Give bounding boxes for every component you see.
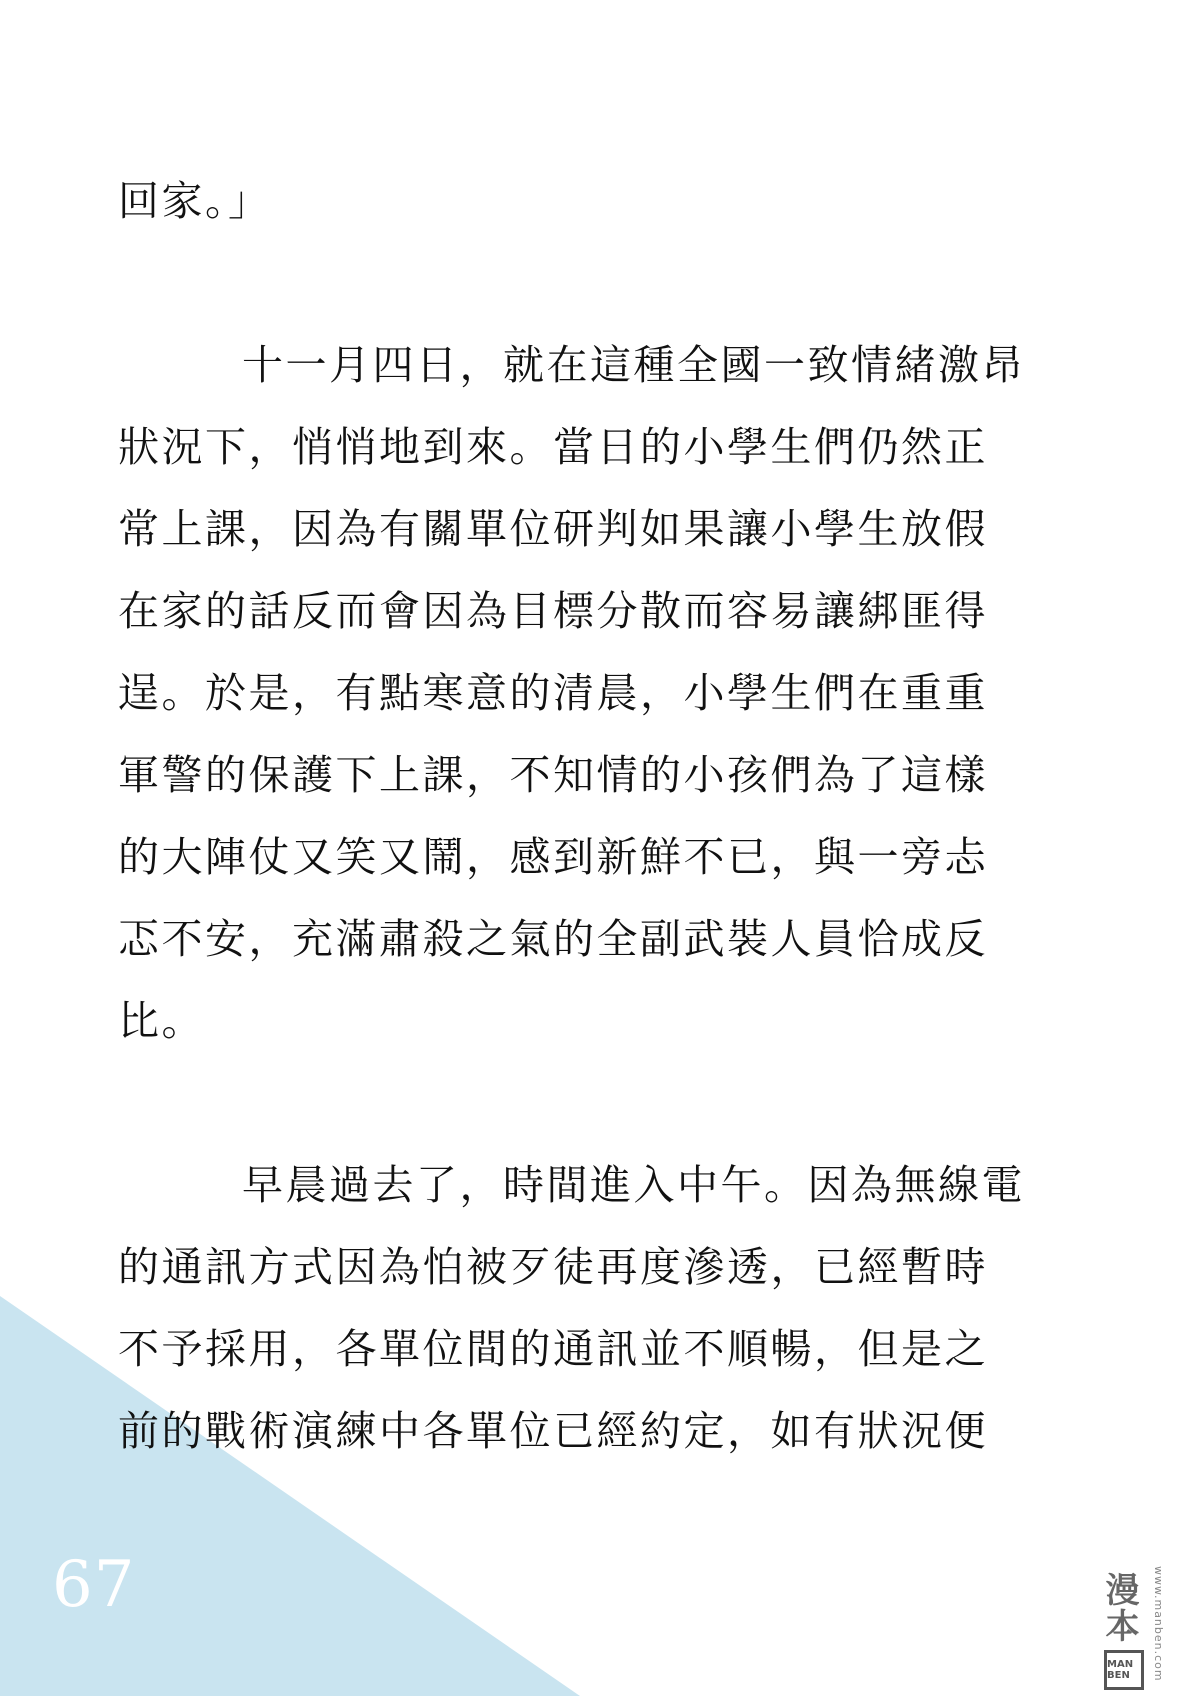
text-line: 逞。於是，有點寒意的清晨，小學生們在重重 (118, 669, 988, 717)
paragraph-gap (118, 242, 1084, 324)
text-line: 軍警的保護下上課，不知情的小孩們為了這樣 (118, 751, 988, 799)
page-number: 67 (52, 1548, 136, 1622)
text-line: 早晨過去了，時間進入中午。因為無線電 (242, 1161, 1025, 1209)
body-text (118, 160, 1084, 1472)
text-line: 忑不安，充滿肅殺之氣的全副武裝人員恰成反 (118, 915, 988, 963)
text-line: 回家。」 (118, 177, 272, 225)
text-line: 前的戰術演練中各單位已經約定，如有狀況便 (118, 1407, 988, 1455)
text-line: 比。 (118, 997, 205, 1045)
watermark-logo: MAN BEN (1104, 1650, 1144, 1690)
text-line: 的通訊方式因為怕被歹徒再度滲透，已經暫時 (118, 1243, 988, 1291)
text-line: 十一月四日，就在這種全國一致情緒激昂 (242, 341, 1025, 389)
paragraph-gap (118, 1062, 1084, 1144)
text-line: 的大陣仗又笑又鬧，感到新鮮不已，與一旁忐 (118, 833, 988, 881)
text-line: 常上課，因為有關單位研判如果讓小學生放假 (118, 505, 988, 553)
text-line: 在家的話反而會因為目標分散而容易讓綁匪得 (118, 587, 988, 635)
text-line: 不予採用，各單位間的通訊並不順暢，但是之 (118, 1325, 988, 1373)
watermark-url: www.manben.com (1152, 1566, 1165, 1682)
watermark (1099, 1490, 1194, 1690)
text-line: 狀況下，悄悄地到來。當日的小學生們仍然正 (118, 423, 988, 471)
watermark-brand: 漫本 (1099, 1572, 1139, 1644)
